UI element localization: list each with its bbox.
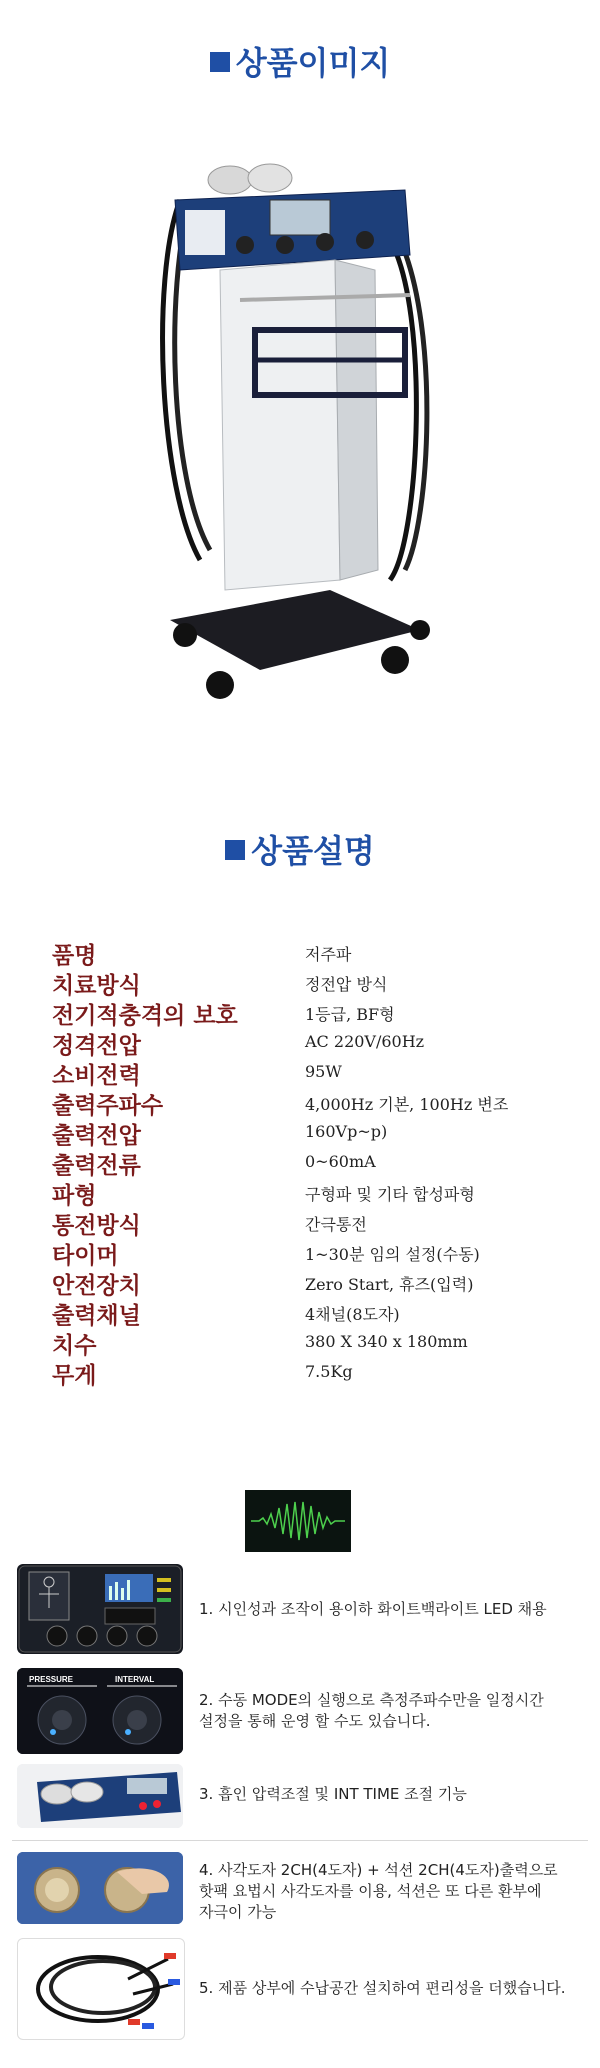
spec-row <box>0 1177 600 1208</box>
spec-row <box>0 1267 600 1298</box>
spec-label: 소비전력 <box>52 1063 141 1089</box>
spec-row <box>0 1297 600 1328</box>
feature-item <box>17 1852 587 1924</box>
spec-label: 무게 <box>52 1363 97 1389</box>
spec-row <box>0 997 600 1028</box>
feature-text: 1. 시인성과 조작이 용이하 화이트백라이트 LED 채용 <box>199 1600 547 1618</box>
product-image-title-text: 상품이미지 <box>235 44 391 82</box>
spec-value: Zero Start, 휴즈(입력) <box>305 1275 474 1294</box>
feature-item <box>17 1564 587 1654</box>
product-photo <box>160 160 440 740</box>
spec-label: 파형 <box>52 1183 97 1209</box>
spec-label: 타이머 <box>52 1243 119 1269</box>
suction-cup-thumb <box>17 1852 183 1924</box>
spec-value: 1등급, BF형 <box>305 1005 395 1024</box>
spec-label: 안전장치 <box>52 1273 141 1299</box>
interval-label: INTERVAL <box>115 1675 155 1684</box>
spec-label: 출력전압 <box>52 1123 141 1149</box>
spec-value: 7.5Kg <box>305 1362 353 1381</box>
feature-item <box>17 1764 587 1828</box>
suction-cup-icon <box>17 1852 183 1924</box>
spec-value: 저주파 <box>305 945 352 964</box>
spec-row <box>0 1357 600 1388</box>
display-panel-icon <box>17 1564 183 1654</box>
spec-row <box>0 1117 600 1148</box>
square-bullet-icon <box>210 52 230 72</box>
spec-row <box>0 1147 600 1178</box>
spec-value: 1~30분 임의 설정(수동) <box>305 1245 480 1264</box>
spec-row <box>0 1057 600 1088</box>
feature-item <box>17 1938 587 2038</box>
spec-row <box>0 937 600 968</box>
spec-label: 전기적충격의 보호 <box>52 1003 238 1029</box>
spec-label: 출력주파수 <box>52 1093 164 1119</box>
cables-thumb <box>17 1938 185 2040</box>
spec-value: 380 X 340 x 180mm <box>305 1332 468 1351</box>
spec-row <box>0 967 600 998</box>
knobs-thumb <box>17 1668 183 1754</box>
device-top-thumb <box>17 1764 183 1828</box>
feature-text: 5. 제품 상부에 수납공간 설치하여 편리성을 더했습니다. <box>199 1979 566 1997</box>
spec-label: 통전방식 <box>52 1213 141 1239</box>
spec-label: 출력전류 <box>52 1153 141 1179</box>
spec-value: 간극통전 <box>305 1215 367 1234</box>
spec-label: 치수 <box>52 1333 97 1359</box>
spec-value: 160Vp~p) <box>305 1122 388 1141</box>
waveform-image <box>245 1490 351 1552</box>
spec-row <box>0 1207 600 1238</box>
spec-value: AC 220V/60Hz <box>305 1032 425 1051</box>
spec-value: 4채널(8도자) <box>305 1305 400 1324</box>
spec-value: 95W <box>305 1062 342 1081</box>
feature-text: 3. 흡인 압력조절 및 INT TIME 조절 기능 <box>199 1785 467 1803</box>
feature-text: 4. 사각도자 2CH(4도자) + 석션 2CH(4도자)출력으로 핫팩 요법시 사각도자를 이용, 석션은 또 다른 환부에 자극이 가능 <box>199 1861 558 1921</box>
spec-value: 4,000Hz 기본, 100Hz 변조 <box>305 1095 509 1114</box>
feature-text: 2. 수동 MODE의 실행으로 측정주파수만을 일정시간 설정을 통해 운영 할 수도 있습니다. <box>199 1691 544 1730</box>
pressure-interval-knobs-icon <box>17 1668 183 1754</box>
square-bullet-icon <box>225 840 245 860</box>
product-image-title <box>0 38 600 84</box>
divider <box>12 1840 588 1841</box>
spec-label: 치료방식 <box>52 973 141 999</box>
feature-item <box>17 1668 587 1754</box>
spec-row <box>0 1087 600 1118</box>
spec-value: 구형파 및 기타 합성파형 <box>305 1185 475 1204</box>
spec-label: 출력채널 <box>52 1303 141 1329</box>
spec-value: 0~60mA <box>305 1152 376 1171</box>
spec-row <box>0 1027 600 1058</box>
pressure-label: PRESSURE <box>29 1675 74 1684</box>
spec-label: 정격전압 <box>52 1033 141 1059</box>
cables-icon <box>18 1939 184 2039</box>
display-panel-thumb <box>17 1564 183 1654</box>
spec-row <box>0 1237 600 1268</box>
product-description-title-text: 상품설명 <box>251 832 375 870</box>
waveform-icon <box>245 1490 351 1552</box>
device-top-icon <box>17 1764 183 1828</box>
spec-value: 정전압 방식 <box>305 975 388 994</box>
spec-row <box>0 1327 600 1358</box>
spec-label: 품명 <box>52 943 97 969</box>
product-description-title <box>0 826 600 872</box>
